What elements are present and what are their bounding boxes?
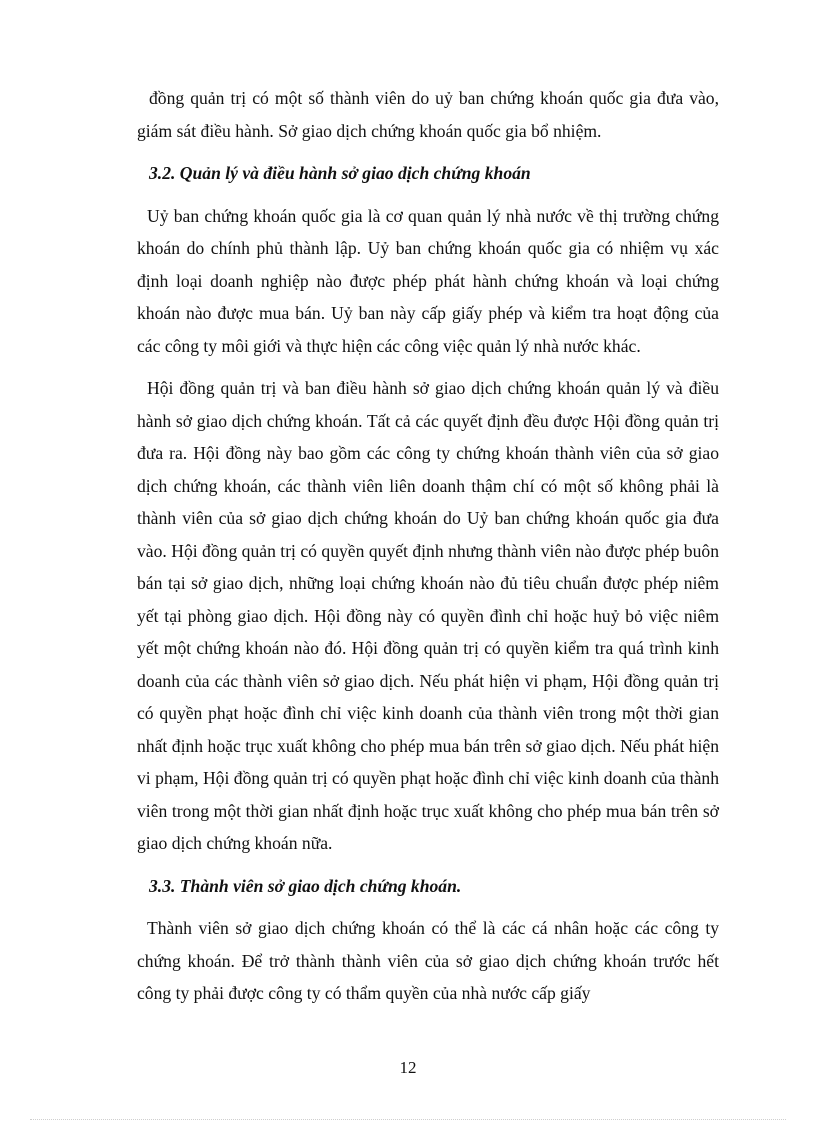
page-bottom-divider [30,1119,786,1120]
spacer [137,190,719,200]
paragraph-continuation: đồng quản trị có một số thành viên do uỷ ban chứng khoán quốc gia đưa vào, giám sát điều hành. Sở giao dịch chứng khoán quốc gia bổ nhiệm. [137,88,719,141]
spacer [137,362,719,372]
spacer [137,902,719,912]
page-number: 12 [399,1058,417,1077]
spacer [137,147,719,157]
section-heading-3-3: 3.3. Thành viên sở giao dịch chứng khoán. [149,875,462,896]
spacer [137,860,719,870]
paragraph-hdqt: Hội đồng quản trị và ban điều hành sở giao dịch chứng khoán quản lý và điều hành sở giao dịch chứng khoán. Tất cả các quyết định đều được Hội đồng quản trị đưa ra. Hội đồng này bao gồm các công ty chứng khoán thành viên của sở giao dịch chứng khoán, các thành viên liên doanh thậm chí có một số không phải là thành viên của sở giao dịch chứng khoán do Uỷ ban chứng khoán quốc gia đưa vào. Hội đồng quản trị có quyền quyết định nhưng thành viên nào được phép buôn bán tại sở giao dịch, những loại chứng khoán nào đủ tiêu chuẩn được phép niêm yết tại phòng giao dịch. Hội đồng này có quyền đình chỉ hoặc huỷ bỏ việc niêm yết một chứng khoán nào đó. Hội đồng quản trị có quyền kiểm tra quá trình kinh doanh của các thành viên sở giao dịch. Nếu phát hiện vi phạm, Hội đồng quản trị có quyền phạt hoặc đình chỉ việc kinh doanh của thành viên trong một thời gian nhất định hoặc trục xuất không cho phép mua bán trên sở giao dịch. Nếu phát hiện vi phạm, Hội đồng quản trị có quyền phạt hoặc đình chỉ việc kinh doanh của thành viên trong một thời gian nhất định hoặc trục xuất không cho phép mua bán trên sở giao dịch chứng khoán nữa. [137,378,719,853]
page-body [137,82,719,1010]
paragraph-thanh-vien: Thành viên sở giao dịch chứng khoán có thể là các cá nhân hoặc các công ty chứng khoán. Để trở thành thành viên của sở giao dịch chứng khoán trước hết công ty phải được công ty có thẩm quyền của nhà nước cấp giấy [137,918,719,1003]
section-heading-3-2: 3.2. Quản lý và điều hành sở giao dịch chứng khoán [149,163,531,183]
paragraph-ubck: Uỷ ban chứng khoán quốc gia là cơ quan quản lý nhà nước về thị trường chứng khoán do chính phủ thành lập. Uỷ ban chứng khoán quốc gia có nhiệm vụ xác định loại doanh nghiệp nào được phép phát hành chứng khoán và loại chứng khoán nào được mua bán. Uỷ ban này cấp giấy phép và kiểm tra hoạt động của các công ty môi giới và thực hiện các công việc quản lý nhà nước khác. [137,205,719,356]
